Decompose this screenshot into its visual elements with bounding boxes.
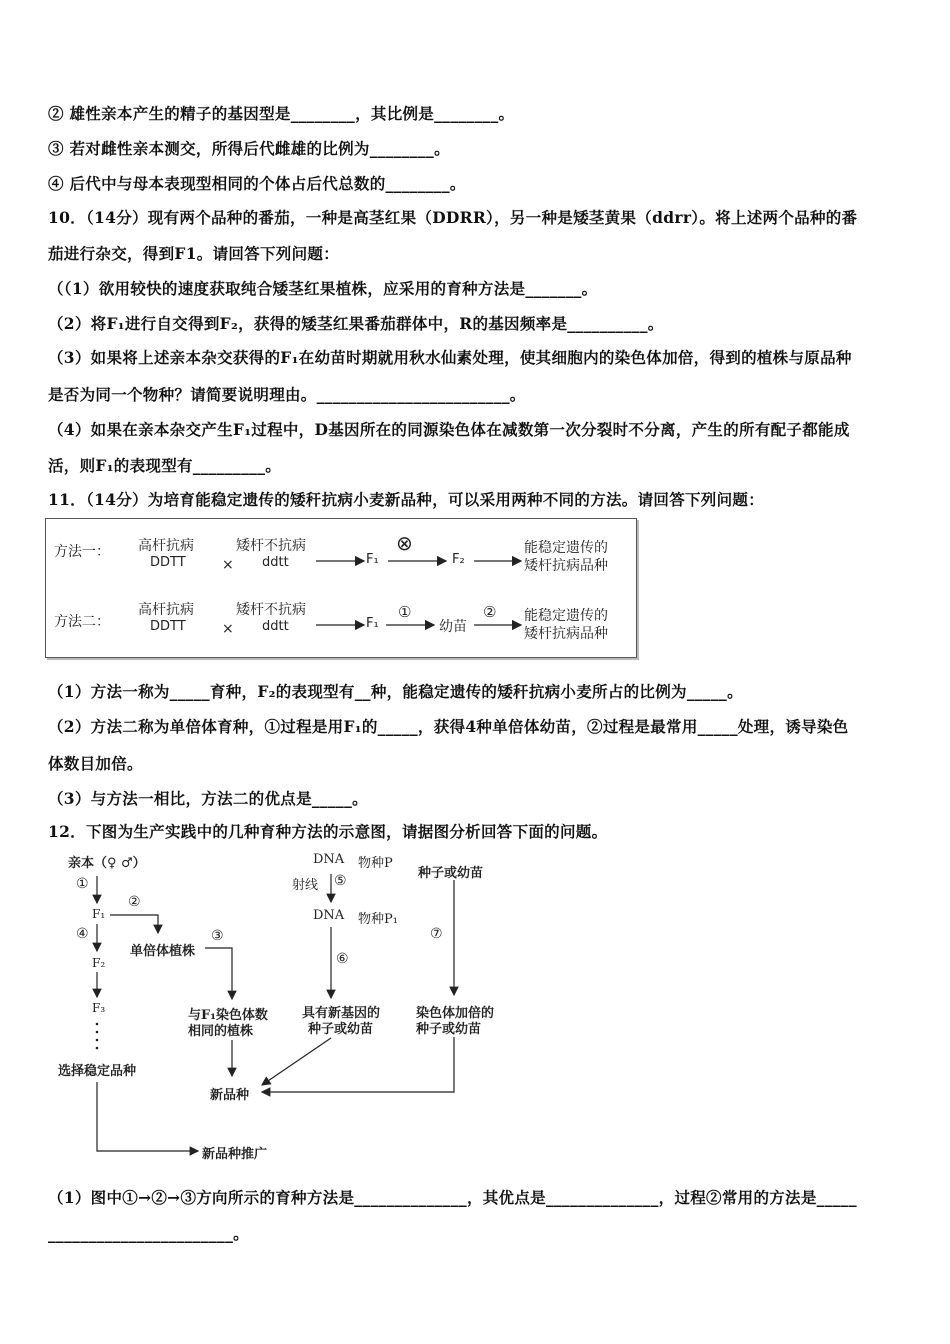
q11-part-2a: （2）方法二称为单倍体育种，①过程是用F₁的_____，获得4种单倍体幼苗，②过程是最常用_____处理，诱导染色 (48, 717, 849, 736)
q10-stem-2: 茄进行杂交，得到F1。请回答下列问题： (48, 244, 339, 263)
arrow-haploid-same (205, 948, 232, 999)
result-line-1-2: 能稳定遗传的 (524, 608, 608, 624)
circle-7: ⑦ (430, 926, 443, 942)
circle-1: ① (76, 876, 89, 892)
q11-part-3: （3）与方法一相比，方法二的优点是_____。 (48, 789, 368, 808)
seed-seedling-node: 种子或幼苗 (418, 866, 484, 881)
dna-top: DNA (313, 852, 345, 867)
promote-node: 新品种推广 (202, 1147, 268, 1162)
method-1-label: 方法一： (54, 544, 110, 560)
q12-stem: 12．下图为生产实践中的几种育种方法的示意图，请据图分析回答下面的问题。 (48, 822, 608, 841)
parents-label: 亲本（♀ ♂） (68, 856, 146, 871)
method-2-label: 方法二： (54, 614, 110, 630)
genotype-DDTT-2: DDTT (150, 619, 186, 634)
q11-part-1: （1）方法一称为_____育种，F₂的表现型有__种，能稳定遗传的矮秆抗病小麦所占的比例为_____。 (48, 682, 743, 701)
f2-node: F₂ (92, 956, 106, 970)
q11-stem: 11．（14分）为培育能稳定遗传的矮秆抗病小麦新品种，可以采用两种不同的方法。请回答下列问题： (48, 490, 764, 509)
circle-3: ③ (211, 928, 224, 944)
same-chrom-line-1: 与F₁染色体数 (188, 1008, 268, 1023)
genotype-ddtt-2: ddtt (262, 619, 289, 634)
same-chrom-line-2: 相同的植株 (188, 1024, 254, 1039)
arrow-select-promote (97, 1082, 198, 1151)
selfing-symbol: ⊗ (396, 531, 413, 555)
species-p: 物种P (358, 856, 393, 871)
result-line-1: 能稳定遗传的 (524, 540, 608, 556)
q10-part-4b: 活，则F₁的表现型有_________。 (48, 456, 282, 475)
circle-4: ④ (76, 926, 89, 942)
q9-line-3: ③ 若对雌性亲本测交，所得后代雌雄的比例为________。 (48, 139, 450, 158)
genotype-ddtt: ddtt (262, 555, 289, 570)
new-gene-line-1: 具有新基因的 (302, 1006, 381, 1021)
ellipsis-dots (96, 1023, 99, 1050)
doubled-line-2: 种子或幼苗 (416, 1022, 482, 1037)
q11-figure (45, 518, 637, 658)
circle-5: ⑤ (334, 873, 347, 889)
q9-line-4: ④ 后代中与母本表现型相同的个体占后代总数的________。 (48, 174, 466, 193)
cross-sign: × (222, 557, 234, 573)
new-gene-line-2: 种子或幼苗 (308, 1022, 374, 1037)
q10-stem-1: 10．（14分）现有两个品种的番茄，一种是高茎红果（DDRR），另一种是矮茎黄果（ddrr）。将上述两个品种的番 (48, 208, 858, 227)
f1-node: F₁ (92, 907, 106, 921)
q10-part-4a: （4）如果在亲本杂交产生F₁过程中，D基因所在的同源染色体在减数第一次分裂时不分离，产生的所有配子都能成 (48, 420, 850, 439)
cross-sign-2: × (222, 621, 234, 637)
q10-part-3b: 是否为同一个物种？请简要说明理由。________________________。 (48, 385, 526, 404)
seedling-label: 幼苗 (439, 619, 467, 635)
haploid-node: 单倍体植株 (130, 944, 196, 959)
parent-tall-resistant-2: 高杆抗病 (138, 602, 194, 618)
result-line-2-2: 矮杆抗病品种 (524, 626, 608, 642)
result-line-2: 矮杆抗病品种 (524, 558, 608, 574)
parent-short-nonresistant: 矮杆不抗病 (236, 538, 306, 554)
ray-label: 射线 (292, 878, 319, 893)
q10-part-3a: （3）如果将上述亲本杂交获得的F₁在幼苗时期就用秋水仙素处理，使其细胞内的染色体加倍，得到的植株与原品种 (48, 348, 852, 367)
step-1-marker: ① (398, 603, 412, 621)
arrow-f1-haploid (110, 915, 158, 933)
q10-part-2: （2）将F₁进行自交得到F₂，获得的矮茎红果番茄群体中，R的基因频率是__________。 (48, 314, 664, 333)
f3-node: F₃ (92, 1001, 106, 1015)
f1-label-2: F₁ (366, 616, 379, 631)
parent-short-nonresistant-2: 矮杆不抗病 (236, 602, 306, 618)
f2-label: F₂ (452, 552, 465, 567)
q12-part-1a: （1）图中①→②→③方向所示的育种方法是______________，其优点是______________，过程②常用的方法是_____ (48, 1188, 857, 1207)
q11-part-2b: 体数目加倍。 (48, 754, 143, 773)
new-variety-node: 新品种 (210, 1088, 250, 1103)
arrow-newgene-newvar (262, 1038, 331, 1085)
q10-part-1: （（1）欲用较快的速度获取纯合矮茎红果植株，应采用的育种方法是_______。 (48, 279, 598, 298)
select-stable-node: 选择稳定品种 (58, 1064, 137, 1079)
genotype-DDTT: DDTT (150, 555, 186, 570)
q9-line-2: ② 雄性亲本产生的精子的基因型是________，其比例是________。 (48, 104, 515, 123)
f1-label: F₁ (366, 552, 379, 567)
q12-part-1b: _______________________。 (48, 1224, 249, 1243)
species-p1: 物种P₁ (358, 912, 398, 927)
circle-2: ② (128, 894, 141, 910)
arrow-doubled-newvar (262, 1037, 454, 1092)
dna-mid: DNA (313, 908, 345, 923)
step-2-marker: ② (483, 603, 497, 621)
doubled-line-1: 染色体加倍的 (416, 1006, 495, 1021)
circle-6: ⑥ (336, 951, 349, 967)
parent-tall-resistant: 高杆抗病 (138, 538, 194, 554)
